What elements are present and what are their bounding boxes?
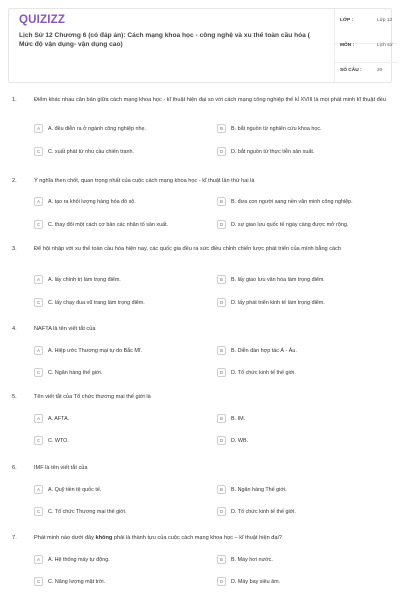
- option-letter-badge: A: [34, 124, 43, 133]
- answer-option-a[interactable]: [34, 346, 142, 355]
- option-letter-badge: B: [217, 414, 226, 423]
- answer-option-b[interactable]: [217, 275, 325, 284]
- option-text: C. thay đổi một cách cơ bản các nhân tố sản xuất.: [48, 221, 169, 228]
- meta-row-divider: [335, 62, 397, 63]
- option-letter-badge: A: [34, 275, 43, 284]
- option-letter-badge: C: [34, 507, 43, 516]
- page-title: Lịch Sử 12 Chương 6 (có đáp án): Cách mạng khoa học - công nghệ và xu thế toàn cầu hóa ( Mức độ vận dụng- vận dụng cao): [19, 32, 310, 48]
- option-letter-badge: B: [217, 124, 226, 133]
- answer-option-c[interactable]: [34, 507, 127, 516]
- answer-option-b[interactable]: [217, 555, 273, 564]
- option-letter-badge: C: [34, 368, 43, 377]
- option-text: D. bắt nguồn từ thực tiễn sản xuất.: [231, 148, 315, 155]
- option-text: B. Diễn đàn hợp tác Á - Âu.: [231, 347, 297, 354]
- question-number: 4.: [12, 326, 17, 332]
- question-text: Ý nghĩa then chốt, quan trọng nhất của cuộc cách mạng khoa học - kĩ thuật lần thứ hai là: [34, 178, 255, 184]
- question-text-emphasis: không: [95, 535, 113, 541]
- option-letter-badge: D: [217, 368, 226, 377]
- option-text: A. AFTA.: [48, 415, 70, 422]
- option-text: B. Ngân hàng Thế giới.: [231, 486, 287, 493]
- option-text: A. đều diễn ra ở ngành công nghiệp nhẹ.: [48, 125, 146, 132]
- answer-option-a[interactable]: [34, 485, 101, 494]
- option-letter-badge: C: [34, 577, 43, 586]
- option-text: C. WTO.: [48, 437, 69, 444]
- question-text: Để hội nhập với xu thế toàn cầu hóa hiện nay, các quốc gia đều ra sức điều chỉnh chiến lược phát triển của mình bằng cách: [34, 246, 342, 252]
- option-text: A. Hiệp ước Thương mại tự do Bắc Mĩ.: [48, 347, 142, 354]
- answer-option-c[interactable]: [34, 220, 168, 229]
- option-text: A. tạo ra khối lượng hàng hóa đồ sộ.: [48, 198, 136, 205]
- question-text: NAFTA là tên viết tắt của: [34, 326, 96, 332]
- answer-option-a[interactable]: [34, 414, 69, 423]
- option-text: B. IM.: [231, 415, 246, 422]
- answer-option-c[interactable]: [34, 436, 69, 445]
- worksheet-header: [8, 8, 392, 83]
- question-number: 6.: [12, 465, 17, 471]
- option-text: D. sự giao lưu quốc tế ngày càng được mở rộng.: [231, 221, 349, 228]
- option-letter-badge: B: [217, 197, 226, 206]
- question-number: 5.: [12, 394, 17, 400]
- answer-option-d[interactable]: [217, 577, 280, 586]
- question-number: 1.: [12, 97, 17, 103]
- answer-option-a[interactable]: [34, 275, 121, 284]
- option-text: C. lấy chạy đua vũ trang làm trọng điểm.: [48, 299, 145, 306]
- answer-option-b[interactable]: [217, 197, 353, 206]
- option-letter-badge: D: [217, 436, 226, 445]
- answer-option-d[interactable]: [217, 220, 348, 229]
- option-letter-badge: D: [217, 577, 226, 586]
- option-letter-badge: A: [34, 485, 43, 494]
- option-text: A. lấy chính trị làm trọng điểm.: [48, 276, 121, 283]
- option-text: A. Quỹ tiền tệ quốc tế.: [48, 486, 102, 493]
- answer-option-c[interactable]: [34, 147, 134, 156]
- question-number: 2.: [12, 178, 17, 184]
- option-letter-badge: C: [34, 147, 43, 156]
- answer-option-d[interactable]: [217, 298, 325, 307]
- option-letter-badge: D: [217, 298, 226, 307]
- option-letter-badge: B: [217, 485, 226, 494]
- answer-option-b[interactable]: [217, 414, 245, 423]
- question-count-value: 20: [377, 68, 383, 73]
- option-letter-badge: B: [217, 346, 226, 355]
- answer-option-d[interactable]: [217, 507, 296, 516]
- option-text: C. Ngân hàng thế giới.: [48, 369, 103, 376]
- option-text: D. Tổ chức kinh tế thế giới.: [231, 369, 296, 376]
- option-text: D. lấy phát triển kinh tế làm trọng điểm.: [231, 299, 325, 306]
- option-text: A. Hệ thống máy tự động.: [48, 556, 110, 563]
- question-text: [34, 535, 390, 543]
- answer-option-b[interactable]: [217, 485, 287, 494]
- option-letter-badge: A: [34, 555, 43, 564]
- answer-option-d[interactable]: [217, 436, 248, 445]
- answer-option-c[interactable]: [34, 577, 105, 586]
- brand-logo: QUIZIZZ: [19, 14, 66, 26]
- answer-option-a[interactable]: [34, 197, 136, 206]
- class-value: Lớp 12: [377, 18, 393, 23]
- subject-label: MÔN :: [340, 43, 355, 48]
- question-text-part: phải là thành tựu của cuộc cách mạng khoa học – kĩ thuật hiện đại?: [112, 535, 282, 541]
- question-text: IMF là tên viết tắt của: [34, 465, 88, 471]
- option-letter-badge: B: [217, 555, 226, 564]
- class-label: LỚP :: [340, 18, 354, 23]
- option-text: C. Năng lượng mặt trời.: [48, 578, 106, 585]
- option-text: B. Máy hơi nước.: [231, 556, 273, 563]
- option-letter-badge: A: [34, 346, 43, 355]
- answer-option-b[interactable]: [217, 346, 297, 355]
- option-letter-badge: C: [34, 436, 43, 445]
- option-letter-badge: D: [217, 147, 226, 156]
- option-text: D. WB.: [231, 437, 249, 444]
- question-number: 3.: [12, 246, 17, 252]
- answer-option-c[interactable]: [34, 298, 145, 307]
- answer-option-c[interactable]: [34, 368, 102, 377]
- option-letter-badge: C: [34, 220, 43, 229]
- option-text: D. Tổ chức kinh tế thế giới.: [231, 508, 296, 515]
- option-letter-badge: D: [217, 220, 226, 229]
- answer-option-a[interactable]: [34, 555, 110, 564]
- option-text: D. Máy bay siêu âm.: [231, 578, 281, 585]
- answer-option-d[interactable]: [217, 368, 296, 377]
- option-letter-badge: B: [217, 275, 226, 284]
- option-text: C. Tổ chức Thương mại thế giới.: [48, 508, 127, 515]
- option-letter-badge: A: [34, 414, 43, 423]
- question-text: Điểm khác nhau căn bản giữa cách mạng khoa học - kĩ thuật hiện đại so với cách mạng công nghiệp thế kỉ XVIII là mọi phát minh kĩ thuật đều: [34, 97, 386, 103]
- option-text: B. đưa con người sang nền văn minh công nghiệp.: [231, 198, 353, 205]
- question-count-label: SỐ CÂU :: [340, 68, 362, 73]
- meta-divider: [334, 9, 335, 82]
- option-text: B. lấy giao lưu văn hóa làm trọng điểm.: [231, 276, 325, 283]
- question-text: Tên viết tắt của Tổ chức thương mại thế giới là: [34, 394, 151, 400]
- question-text-part: Phát minh nào dưới đây: [34, 535, 96, 541]
- option-letter-badge: C: [34, 298, 43, 307]
- option-text: C. xuất phát từ nhu cầu chiến tranh.: [48, 148, 135, 155]
- question-number: 7.: [12, 535, 17, 541]
- subject-value: Lịch sử: [377, 43, 393, 48]
- answer-option-d[interactable]: [217, 147, 314, 156]
- option-text: B. bắt nguồn từ nghiên cứu khoa học.: [231, 125, 322, 132]
- answer-option-a[interactable]: [34, 124, 146, 133]
- option-letter-badge: D: [217, 507, 226, 516]
- option-letter-badge: A: [34, 197, 43, 206]
- answer-option-b[interactable]: [217, 124, 322, 133]
